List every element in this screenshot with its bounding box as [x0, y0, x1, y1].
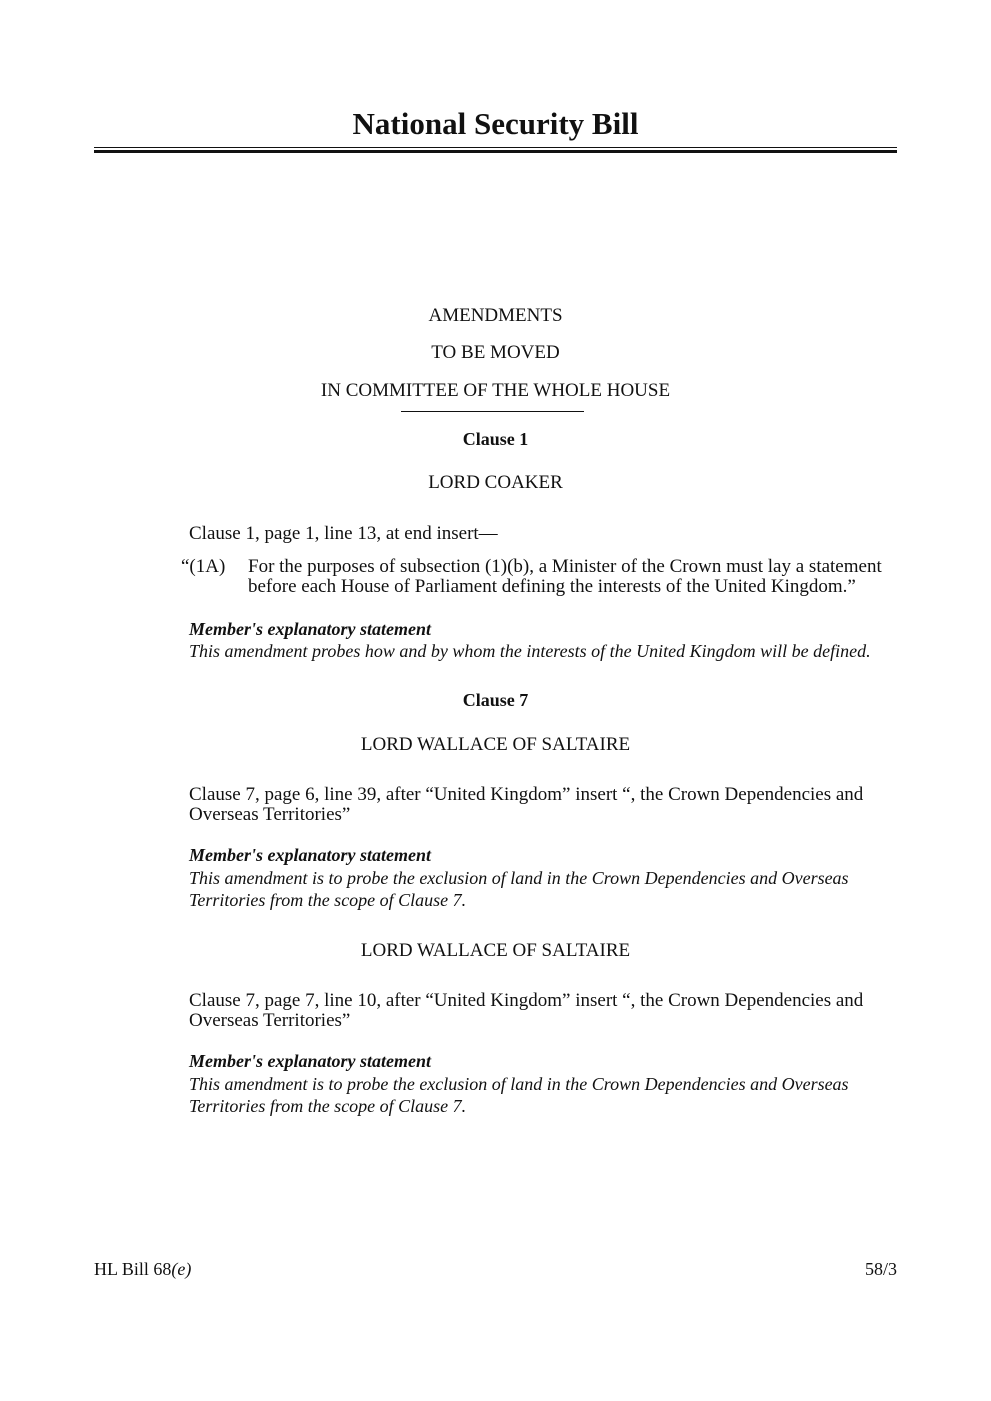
heading-amendments: AMENDMENTS — [428, 305, 563, 326]
statement-line: Territories from the scope of Clause 7. — [189, 890, 467, 910]
title-rule-thick — [94, 150, 897, 153]
explanatory-statement — [189, 1073, 909, 1117]
statement-line: This amendment probes how and by whom the interests of the United Kingdom will be defined. — [189, 641, 871, 661]
inserted-text-line: For the purposes of subsection (1)(b), a Minister of the Crown must lay a statement — [248, 556, 882, 577]
title-rule-thin — [94, 147, 897, 148]
instruction-line: Clause 7, page 7, line 10, after “United Kingdom” insert “, the Crown Dependencies and — [189, 990, 864, 1011]
instruction-line: Overseas Territories” — [189, 804, 351, 825]
statement-line: This amendment is to probe the exclusion of land in the Crown Dependencies and Overseas — [189, 1074, 849, 1094]
amendment-instruction — [189, 991, 909, 1031]
member-name: LORD WALLACE OF SALTAIRE — [360, 940, 631, 961]
explanatory-statement-title: Member's explanatory statement — [189, 1051, 431, 1071]
clause-heading: Clause 7 — [462, 690, 529, 710]
page-reference: 58/3 — [864, 1259, 897, 1279]
clause-heading: Clause 1 — [462, 429, 529, 449]
amendment-instruction: Clause 1, page 1, line 13, at end insert— — [189, 523, 498, 544]
statement-line: Territories from the scope of Clause 7. — [189, 1096, 467, 1116]
instruction-line: Overseas Territories” — [189, 1010, 351, 1031]
heading-rule — [401, 411, 584, 412]
insert-label: “(1A) — [181, 556, 226, 577]
explanatory-statement — [189, 641, 909, 661]
bill-suffix: (e) — [171, 1259, 192, 1279]
inserted-text-line: before each House of Parliament defining the interests of the United Kingdom.” — [248, 576, 856, 597]
explanatory-statement-title: Member's explanatory statement — [189, 845, 431, 865]
instruction-line: Clause 7, page 6, line 39, after “United Kingdom” insert “, the Crown Dependencies and — [189, 784, 864, 805]
member-name: LORD COAKER — [428, 472, 563, 493]
heading-committee: IN COMMITTEE OF THE WHOLE HOUSE — [320, 380, 671, 401]
explanatory-statement-title: Member's explanatory statement — [189, 619, 431, 639]
bill-number-text: HL Bill 68 — [94, 1259, 172, 1279]
heading-to-be-moved: TO BE MOVED — [431, 342, 560, 363]
statement-line: This amendment is to probe the exclusion of land in the Crown Dependencies and Overseas — [189, 868, 849, 888]
document-title: National Security Bill — [352, 106, 639, 141]
member-name: LORD WALLACE OF SALTAIRE — [360, 734, 631, 755]
explanatory-statement — [189, 867, 909, 911]
amendment-instruction — [189, 785, 909, 825]
bill-number — [94, 1259, 191, 1280]
inserted-text — [248, 557, 908, 597]
